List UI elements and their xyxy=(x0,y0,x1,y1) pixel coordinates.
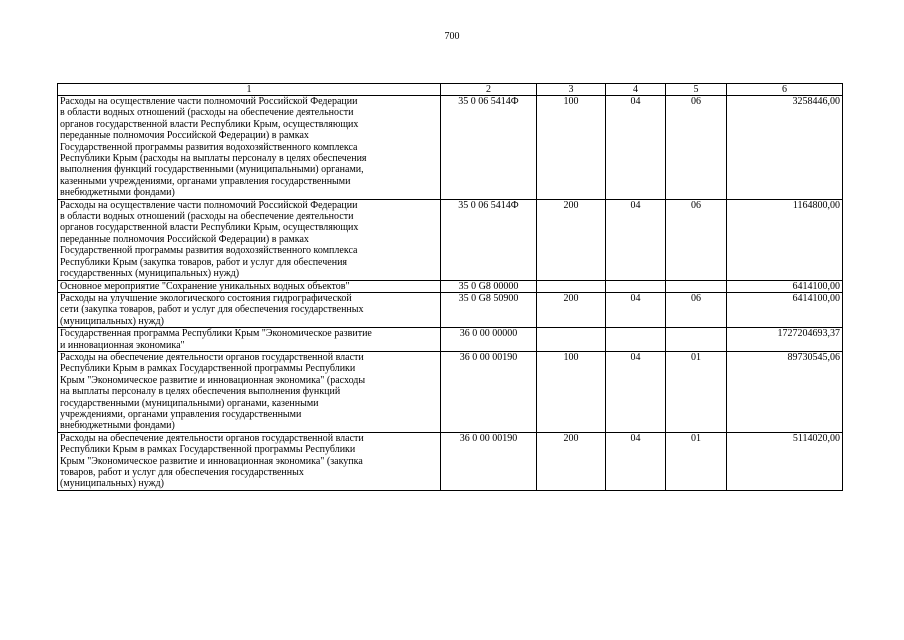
expense-name-line: внебюджетными фондами) xyxy=(60,187,175,199)
amount-cell: 5114020,00 xyxy=(727,432,843,490)
expense-name-cell xyxy=(58,96,441,200)
expense-type-code: 100 xyxy=(537,351,606,432)
expense-name-line: переданные полномочия Российской Федерации) в рамках xyxy=(60,130,309,142)
amount-cell: 6414100,00 xyxy=(727,280,843,292)
expense-name-line: учреждениями, органами управления государственными xyxy=(60,408,302,420)
expense-name-line: Государственной программы развития водохозяйственного комплекса xyxy=(60,141,358,153)
section-code: 04 xyxy=(606,292,666,327)
target-article-code: 36 0 00 00190 xyxy=(441,432,537,490)
column-header-1: 1 xyxy=(58,84,441,96)
expense-name-line: Республики Крым (расходы на выплаты персоналу в целях обеспечения xyxy=(60,153,367,165)
expense-name-line: внебюджетными фондами) xyxy=(60,420,175,432)
table-row xyxy=(58,292,843,327)
expense-name-line: Республики Крым (закупка товаров, работ и услуг для обеспечения xyxy=(60,256,348,268)
expense-name-line: государственных (муниципальных) нужд) xyxy=(60,268,240,280)
expense-name-line: на выплаты персоналу в целях обеспечения выполнения функций xyxy=(60,386,341,398)
expense-name-cell xyxy=(58,328,441,352)
section-code: 04 xyxy=(606,199,666,280)
expense-name-cell xyxy=(58,432,441,490)
expense-name-line: в области водных отношений (расходы на обеспечение деятельности xyxy=(60,211,354,223)
expense-name-line: сети (закупка товаров, работ и услуг для обеспечения государственных xyxy=(60,304,364,316)
table-row xyxy=(58,351,843,432)
expense-name-line: казенными учреждениями, органами управления государственными xyxy=(60,175,351,187)
expense-name-line: Расходы на осуществление части полномочий Российской Федерации xyxy=(60,96,358,107)
amount-cell: 6414100,00 xyxy=(727,292,843,327)
expense-name-line: Республики Крым в рамках Государственной программы Республики xyxy=(60,363,356,375)
subsection-code: 06 xyxy=(666,199,727,280)
expense-type-code xyxy=(537,280,606,292)
column-header-2: 2 xyxy=(441,84,537,96)
expense-type-code xyxy=(537,328,606,352)
column-header-3: 3 xyxy=(537,84,606,96)
target-article-code: 35 0 06 5414Ф xyxy=(441,199,537,280)
expense-name-line: Республики Крым в рамках Государственной программы Республики xyxy=(60,444,356,456)
target-article-code: 35 0 G8 50900 xyxy=(441,292,537,327)
expense-name-line: (муниципальных) нужд) xyxy=(60,315,164,327)
expense-name-cell xyxy=(58,199,441,280)
amount-cell: 3258446,00 xyxy=(727,96,843,200)
section-code: 04 xyxy=(606,351,666,432)
section-code xyxy=(606,280,666,292)
expense-name-line: Государственная программа Республики Крым "Экономическое развитие xyxy=(60,328,372,340)
expense-name-line: Крым "Экономическое развитие и инновационная экономика" (закупка xyxy=(60,455,363,467)
table-row xyxy=(58,280,843,292)
expense-name-line: Расходы на обеспечение деятельности органов государственной власти xyxy=(60,432,364,444)
column-header-5: 5 xyxy=(666,84,727,96)
expense-name-line: Расходы на улучшение экологического состояния гидрографической xyxy=(60,292,352,304)
expense-name-line: переданные полномочия Российской Федерации) в рамках xyxy=(60,233,309,245)
expense-name-cell xyxy=(58,280,441,292)
expense-name-cell xyxy=(58,292,441,327)
target-article-code: 36 0 00 00000 xyxy=(441,328,537,352)
expense-name-line: государственными (муниципальными) органами, казенными xyxy=(60,397,319,409)
expense-name-line: Государственной программы развития водохозяйственного комплекса xyxy=(60,245,358,257)
expense-name-line: органов государственной власти Республики Крым, осуществляющих xyxy=(60,118,359,130)
expense-name-line: товаров, работ и услуг для обеспечения государственных xyxy=(60,467,304,478)
expense-name-line: выполнения функций государственными (муниципальными) органами, xyxy=(60,164,364,176)
budget-table xyxy=(57,83,843,491)
table-row xyxy=(58,432,843,490)
expense-name-line: органов государственной власти Республики Крым, осуществляющих xyxy=(60,222,359,234)
expense-name-line: Основное мероприятие "Сохранение уникальных водных объектов" xyxy=(60,280,350,292)
table-row xyxy=(58,328,843,352)
target-article-code: 35 0 06 5414Ф xyxy=(441,96,537,200)
subsection-code: 01 xyxy=(666,432,727,490)
amount-cell: 1727204693,37 xyxy=(727,328,843,352)
page-number: 700 xyxy=(444,31,460,42)
subsection-code: 01 xyxy=(666,351,727,432)
subsection-code: 06 xyxy=(666,96,727,200)
expense-name-line: Расходы на осуществление части полномочий Российской Федерации xyxy=(60,199,358,211)
amount-cell: 1164800,00 xyxy=(727,199,843,280)
expense-name-line: Расходы на обеспечение деятельности органов государственной власти xyxy=(60,351,364,363)
target-article-code: 36 0 00 00190 xyxy=(441,351,537,432)
expense-name-line: и инновационная экономика" xyxy=(60,339,185,351)
expense-name-cell xyxy=(58,351,441,432)
column-header-6: 6 xyxy=(727,84,843,96)
expense-name-line: Крым "Экономическое развитие и инновационная экономика" (расходы xyxy=(60,374,366,386)
expense-type-code: 200 xyxy=(537,292,606,327)
section-code: 04 xyxy=(606,96,666,200)
expense-type-code: 100 xyxy=(537,96,606,200)
table-row xyxy=(58,199,843,280)
target-article-code: 35 0 G8 00000 xyxy=(441,280,537,292)
expense-name-line: в области водных отношений (расходы на обеспечение деятельности xyxy=(60,107,354,119)
section-code: 04 xyxy=(606,432,666,490)
expense-name-line: (муниципальных) нужд) xyxy=(60,478,164,490)
expense-type-code: 200 xyxy=(537,432,606,490)
subsection-code: 06 xyxy=(666,292,727,327)
table-row xyxy=(58,96,843,200)
subsection-code xyxy=(666,328,727,352)
table-header-row xyxy=(58,84,843,96)
subsection-code xyxy=(666,280,727,292)
section-code xyxy=(606,328,666,352)
expense-type-code: 200 xyxy=(537,199,606,280)
column-header-4: 4 xyxy=(606,84,666,96)
amount-cell: 89730545,06 xyxy=(727,351,843,432)
